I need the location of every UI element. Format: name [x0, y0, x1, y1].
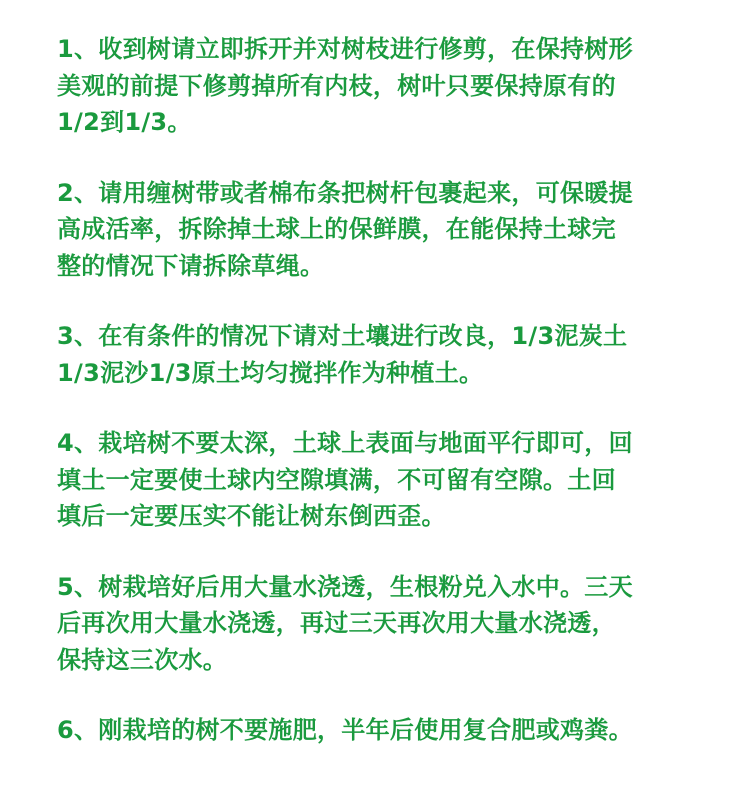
instruction-line: 后再次用大量水浇透，再过三天再次用大量水浇透， [57, 609, 616, 637]
instruction-line: 高成活率，拆除掉土球上的保鲜膜，在能保持土球完 [57, 215, 616, 243]
instruction-line: 4、栽培树不要太深，土球上表面与地面平行即可，回 [57, 429, 633, 457]
instruction-line: 1/3泥沙1/3原土均匀搅拌作为种植土。 [57, 358, 484, 387]
instruction-line: 整的情况下请拆除草绳。 [57, 251, 325, 280]
instruction-line: 2、请用缠树带或者棉布条把树杆包裹起来，可保暖提 [57, 178, 633, 207]
instruction-item-2 [57, 175, 690, 285]
instruction-line: 6、刚栽培的树不要施肥，半年后使用复合肥或鸡粪。 [57, 716, 633, 744]
instruction-line: 美观的前提下修剪掉所有内枝，树叶只要保持原有的 [57, 71, 616, 100]
instruction-item-6 [57, 712, 690, 749]
instruction-item-4 [57, 425, 690, 535]
instruction-line: 1/2到1/3。 [57, 108, 192, 136]
instruction-item-1 [57, 31, 690, 141]
instruction-line: 保持这三次水。 [57, 645, 228, 674]
instruction-line: 3、在有条件的情况下请对土壤进行改良，1/3泥炭土 [57, 322, 628, 350]
instruction-item-5 [57, 569, 690, 679]
instruction-line: 5、树栽培好后用大量水浇透，生根粉兑入水中。三天 [57, 572, 633, 601]
instruction-line: 填土一定要使土球内空隙填满，不可留有空隙。土回 [57, 465, 616, 494]
instruction-item-3 [57, 318, 690, 391]
instruction-line: 填后一定要压实不能让树东倒西歪。 [57, 502, 446, 530]
instruction-line: 1、收到树请立即拆开并对树枝进行修剪，在保持树形 [57, 35, 633, 63]
